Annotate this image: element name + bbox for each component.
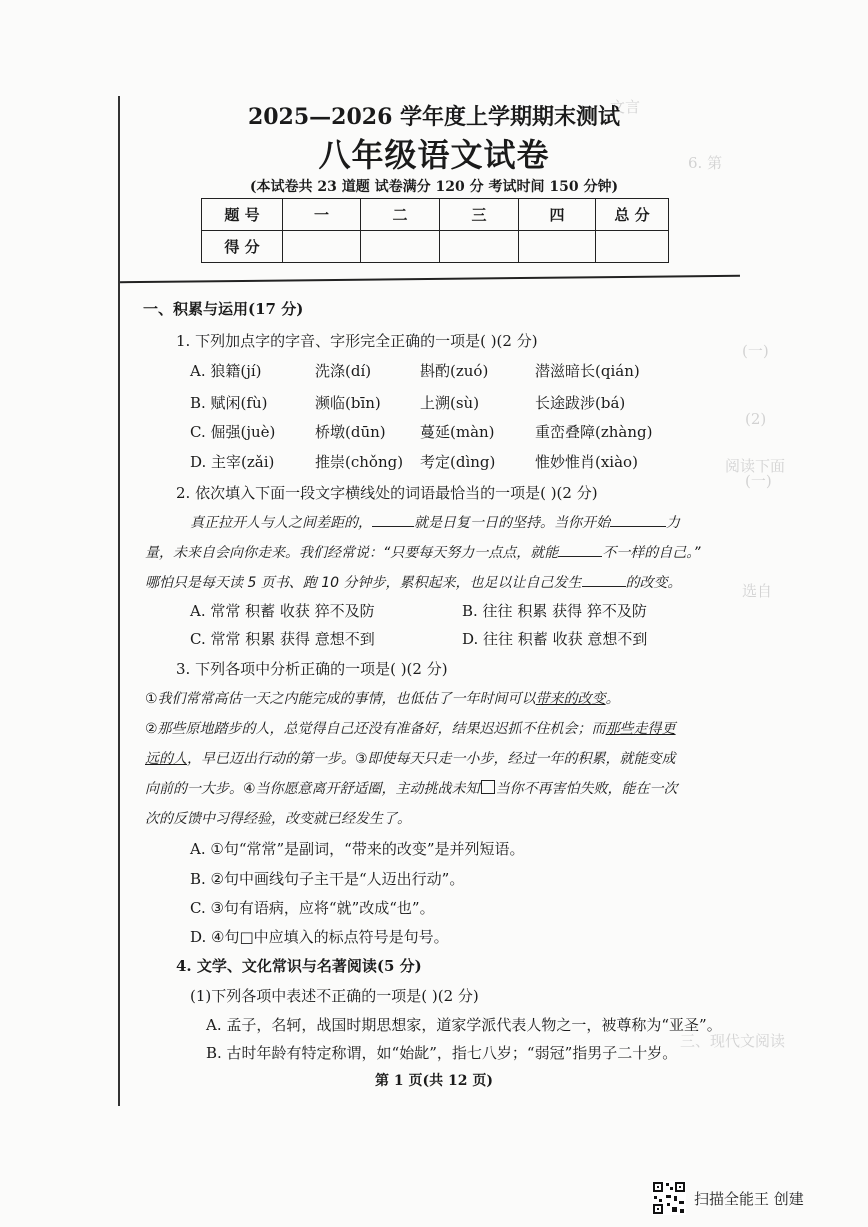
q3-option: A. ①句“常常”是副词，“带来的改变”是并列短语。 (190, 840, 525, 858)
section-title: 一、积累与运用(17 分) (143, 300, 304, 318)
q2-option: A. 常常 积蓄 收获 猝不及防 (190, 602, 375, 620)
q4-option: B. 古时年龄有特定称谓，如“始龀”，指七八岁；“弱冠”指男子二十岁。 (206, 1044, 678, 1062)
exam-year-title: 2025—2026 学年度上学期期末测试 (247, 104, 621, 130)
q1-option: 重峦叠障(zhàng) (535, 423, 653, 441)
q4-option: A. 孟子，名轲，战国时期思想家，道家学派代表人物之一，被尊称为“亚圣”。 (206, 1016, 722, 1034)
q1-option: 惟妙惟肖(xiào) (535, 453, 638, 471)
bleed-through-text: 选自 (742, 582, 773, 600)
q3-passage-line (145, 748, 676, 768)
score-table-cell: 二 (361, 199, 440, 231)
q3-passage-line (145, 718, 676, 738)
q2-passage-line (145, 542, 701, 562)
score-table-cell: 三 (440, 199, 519, 231)
score-table-cell: 四 (519, 199, 596, 231)
bleed-through-text: 阅读下面 (725, 457, 786, 475)
question-3-stem: 3. 下列各项中分析正确的一项是( )(2 分) (176, 660, 448, 678)
score-table-header-row (202, 199, 669, 231)
score-cell-empty[interactable] (596, 231, 669, 263)
q3-passage-text: ，早已迈出行动的第一步。③即使每天只走一小步，经过一年的积累，就能变成 (187, 751, 676, 767)
question-4-sub1: (1)下列各项中表述不正确的一项是( )(2 分) (190, 987, 479, 1005)
q3-passage-text: 当你不再害怕失败，能在一次 (495, 781, 678, 797)
q2-passage-text: 不一样的自己。” (602, 545, 701, 561)
binding-line (118, 96, 120, 1106)
q3-passage-line: 次的反馈中习得经验，改变就已经发生了。 (145, 811, 411, 827)
q1-option: 长途跋涉(bá) (535, 394, 626, 412)
q2-passage-line (145, 572, 682, 592)
q2-passage-text: 就是日复一日的坚持。当你开始 (414, 515, 610, 531)
q3-passage-text: 向前的一大步。④当你愿意离开舒适圈，主动挑战未知 (145, 781, 480, 797)
q3-option: C. ③句有语病，应将“就”改成“也”。 (190, 899, 435, 917)
exam-meta: (本试卷共 23 道题 试卷满分 120 分 考试时间 150 分钟) (249, 179, 619, 195)
exam-main-title: 八年级语文试卷 (318, 136, 550, 174)
score-table-cell: 得 分 (202, 231, 283, 263)
scanner-watermark (652, 1180, 804, 1216)
q2-passage-text: 的改变。 (625, 575, 682, 591)
q1-option: 潜滋暗长(qián) (535, 362, 640, 380)
score-table-cell: 一 (283, 199, 361, 231)
q1-option: A. 狼籍(jí) (190, 362, 262, 380)
q2-passage-text: 力 (666, 515, 680, 531)
score-cell-empty[interactable] (519, 231, 596, 263)
q1-option: C. 倔强(juè) (190, 423, 276, 441)
question-4-title: 4. 文学、文化常识与名著阅读(5 分) (176, 957, 422, 975)
q3-passage-underline: 远的人 (145, 751, 187, 767)
q3-passage-text: ②那些原地踏步的人，总觉得自己还没有准备好，结果迟迟抓不住机会；而 (145, 721, 606, 737)
q2-option: B. 往往 积累 获得 猝不及防 (462, 602, 647, 620)
punctuation-box (481, 780, 495, 794)
q1-option: 蔓延(màn) (420, 423, 495, 441)
question-1-stem: 1. 下列加点字的字音、字形完全正确的一项是( )(2 分) (176, 332, 538, 350)
q2-passage-line (190, 512, 680, 532)
q1-option: 考定(dìng) (420, 453, 496, 471)
q1-option: 斟酌(zuó) (420, 362, 489, 380)
bleed-through-text: 文言 (610, 98, 641, 116)
q2-passage-text: 哪怕只是每天读 5 页书、跑 10 分钟步，累积起来，也足以让自己发生 (145, 575, 582, 591)
qr-code-icon (652, 1181, 686, 1215)
q1-option: 濒临(bīn) (315, 394, 381, 412)
q3-passage-line (145, 778, 678, 798)
score-table-score-row (202, 231, 669, 263)
fill-blank (558, 542, 602, 557)
q2-passage-text: 量，未来自会向你走来。我们经常说：“只要每天努力一点点，就能 (145, 545, 559, 561)
fill-blank (610, 512, 666, 527)
bleed-through-text: (2) (745, 410, 767, 428)
header-divider (120, 275, 740, 283)
score-cell-empty[interactable] (440, 231, 519, 263)
score-cell-empty[interactable] (361, 231, 440, 263)
fill-blank (372, 512, 414, 527)
q1-option: D. 主宰(zǎi) (190, 453, 275, 471)
fill-blank (582, 572, 626, 587)
score-table-cell: 总 分 (596, 199, 669, 231)
bleed-through-text: (一) (742, 342, 769, 360)
q1-option: 桥墩(dūn) (315, 423, 386, 441)
q2-option: D. 往往 积蓄 收获 意想不到 (462, 630, 648, 648)
q3-passage-line (145, 688, 620, 708)
q3-option: B. ②句中画线句子主干是“人迈出行动”。 (190, 870, 465, 888)
question-2-stem: 2. 依次填入下面一段文字横线处的词语最恰当的一项是( )(2 分) (176, 484, 598, 502)
bleed-through-text: 三、现代文阅读 (680, 1032, 786, 1050)
scanner-label: 扫描全能王 创建 (694, 1189, 804, 1208)
page-number: 第 1 页(共 12 页) (375, 1073, 493, 1089)
q1-option: 洗涤(dí) (315, 362, 372, 380)
score-cell-empty[interactable] (283, 231, 361, 263)
bleed-through-text: 6. 第 (688, 154, 723, 172)
q1-option: 推崇(chǒng) (315, 453, 404, 471)
score-table-cell: 题 号 (202, 199, 283, 231)
q3-passage-emphasis: 带来的改变 (535, 691, 606, 707)
score-table (201, 198, 669, 263)
bleed-through-text: (一) (745, 472, 772, 490)
q2-option: C. 常常 积累 获得 意想不到 (190, 630, 375, 648)
q3-option: D. ④句□中应填入的标点符号是句号。 (190, 928, 449, 946)
q1-option: B. 赋闲(fù) (190, 394, 268, 412)
q2-passage-text: 真正拉开人与人之间差距的， (190, 515, 372, 531)
q3-passage-text: ①我们常常高估一天之内能完成的事情，也低估了一年时间可以 (145, 691, 536, 707)
q3-passage-text: 。 (605, 691, 620, 707)
q3-passage-underline: 那些走得更 (605, 721, 676, 737)
q1-option: 上溯(sù) (420, 394, 480, 412)
